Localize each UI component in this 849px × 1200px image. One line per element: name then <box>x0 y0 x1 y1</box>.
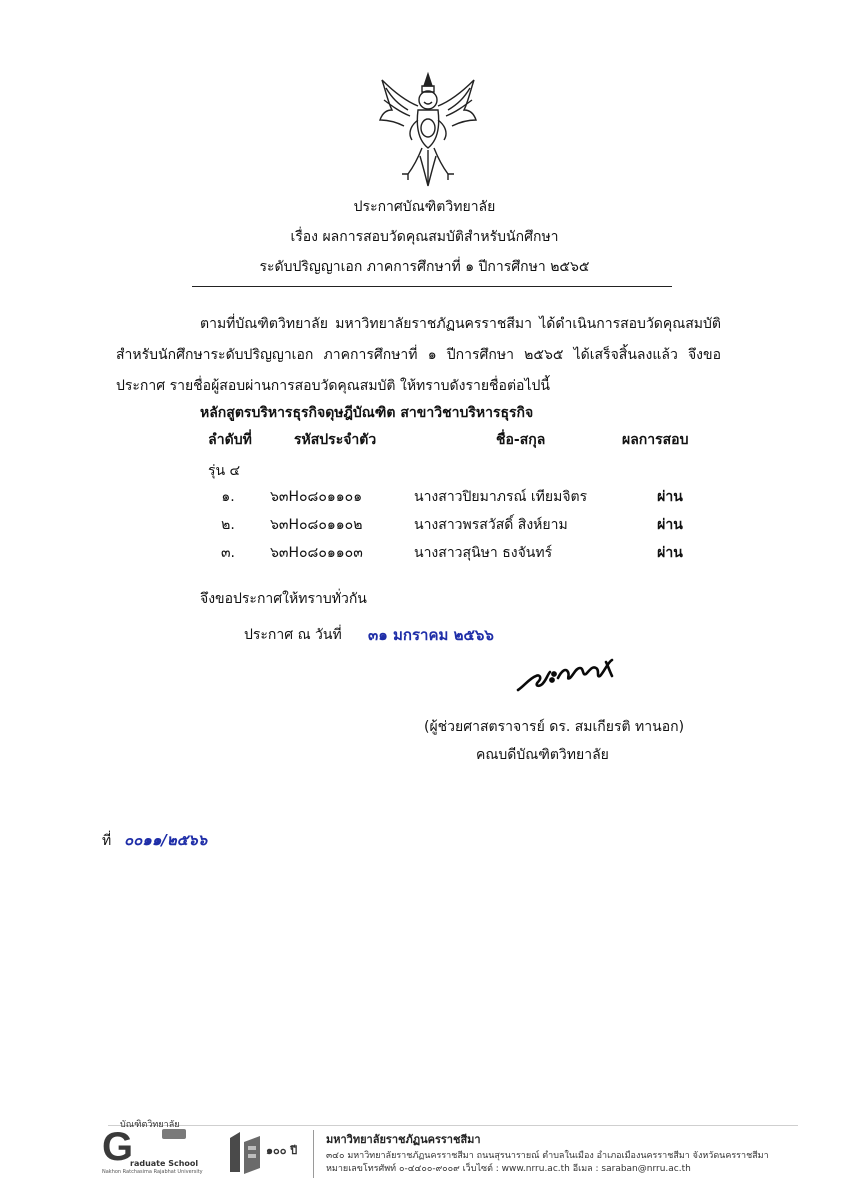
body-paragraph <box>116 309 721 402</box>
logo-english-text: raduate School <box>130 1159 199 1168</box>
table-header-no: ลำดับที่ <box>208 432 252 448</box>
anniversary-logo <box>226 1128 308 1176</box>
program-name: หลักสูตรบริหารธุรกิจดุษฎีบัณฑิต สาขาวิชาบริหารธุรกิจ <box>200 405 534 421</box>
anniversary-text: ๑๐๐ ปี <box>266 1144 298 1157</box>
closing-statement: จึงขอประกาศให้ทราบทั่วกัน <box>200 591 367 607</box>
row-student-id: ๖๓H๐๘๐๑๑๐๓ <box>270 545 363 561</box>
row-student-name: นางสาวปิยมาภรณ์ เทียมจิตร <box>414 489 588 505</box>
footer-rule <box>108 1125 798 1126</box>
signer-name: (ผู้ช่วยศาสตราจารย์ ดร. สมเกียรติ ทานอก) <box>424 719 685 735</box>
graduate-school-logo <box>100 1120 220 1175</box>
anniversary-emblem-icon <box>226 1128 264 1176</box>
garuda-emblem-icon <box>378 70 478 188</box>
signature-image <box>514 652 618 696</box>
logo-thai-text: บัณฑิตวิทยาลัย <box>120 1120 180 1130</box>
announcement-title: ประกาศบัณฑิตวิทยาลัย <box>353 199 496 215</box>
row-result: ผ่าน <box>657 517 683 533</box>
row-student-id: ๖๓H๐๘๐๑๑๐๑ <box>270 489 363 505</box>
row-result: ผ่าน <box>657 545 683 561</box>
row-result: ผ่าน <box>657 489 683 505</box>
row-number: ๓. <box>220 545 236 561</box>
row-student-id: ๖๓H๐๘๐๑๑๐๒ <box>270 517 363 533</box>
row-number: ๑. <box>221 489 235 505</box>
table-header-result: ผลการสอบ <box>622 432 689 448</box>
signer-position: คณบดีบัณฑิตวิทยาลัย <box>476 747 609 763</box>
row-number: ๒. <box>221 517 235 533</box>
footer-address: ๓๔๐ มหาวิทยาลัยราชภัฏนครราชสีมา ถนนสุรนารายณ์ ตำบลในเมือง อำเภอเมืองนครราชสีมา จังหวัดนครราชสีมา <box>326 1151 769 1161</box>
announcement-subject: เรื่อง ผลการสอบวัดคุณสมบัติสำหรับนักศึกษา <box>290 229 559 245</box>
announcement-term: ระดับปริญญาเอก ภาคการศึกษาที่ ๑ ปีการศึกษา ๒๕๖๕ <box>259 259 590 275</box>
footer-contact: หมายเลขโทรศัพท์ ๐-๔๔๐๐-๙๐๐๙ เว็บไซต์ : www.nrru.ac.th อีเมล : saraban@nrru.ac.th <box>326 1164 691 1174</box>
footer-vertical-divider <box>313 1130 314 1178</box>
reference-number: ๐๐๑๑/๒๕๖๖ <box>124 831 208 849</box>
logo-university-text: Nakhon Ratchasima Rajabhat University <box>102 1169 203 1175</box>
table-header-name: ชื่อ-สกุล <box>496 432 546 448</box>
logo-g-mark: G <box>102 1125 134 1169</box>
reference-prefix: ที่ <box>102 833 112 849</box>
body-paragraph-text: ตามที่บัณฑิตวิทยาลัย มหาวิทยาลัยราชภัฏนครราชสีมา ได้ดำเนินการสอบวัดคุณสมบัติ สำหรับนักศึกษาระดับปริญญาเอก ภาคการศึกษาที่ ๑ ปีการศึกษา ๒๕๖๕ ได้เสร็จสิ้นลงแล้ว จึงขอประกาศ รายชื่อผู้สอบผ่านการสอบวัดคุณสมบัติ ให้ทราบดังรายชื่อต่อไปนี้ <box>116 316 721 394</box>
header-divider <box>192 286 672 287</box>
row-student-name: นางสาวพรสวัสดิ์ สิงห์ยาม <box>414 517 568 533</box>
footer-university-name: มหาวิทยาลัยราชภัฏนครราชสีมา <box>326 1133 481 1146</box>
announce-date-prefix: ประกาศ ณ วันที่ <box>244 627 342 643</box>
announce-date: ๓๑ มกราคม ๒๕๖๖ <box>368 626 494 644</box>
table-header-id: รหัสประจำตัว <box>294 432 377 448</box>
table-group-label: รุ่น ๔ <box>208 463 241 479</box>
row-student-name: นางสาวสุนิษา ธงจันทร์ <box>414 545 553 561</box>
